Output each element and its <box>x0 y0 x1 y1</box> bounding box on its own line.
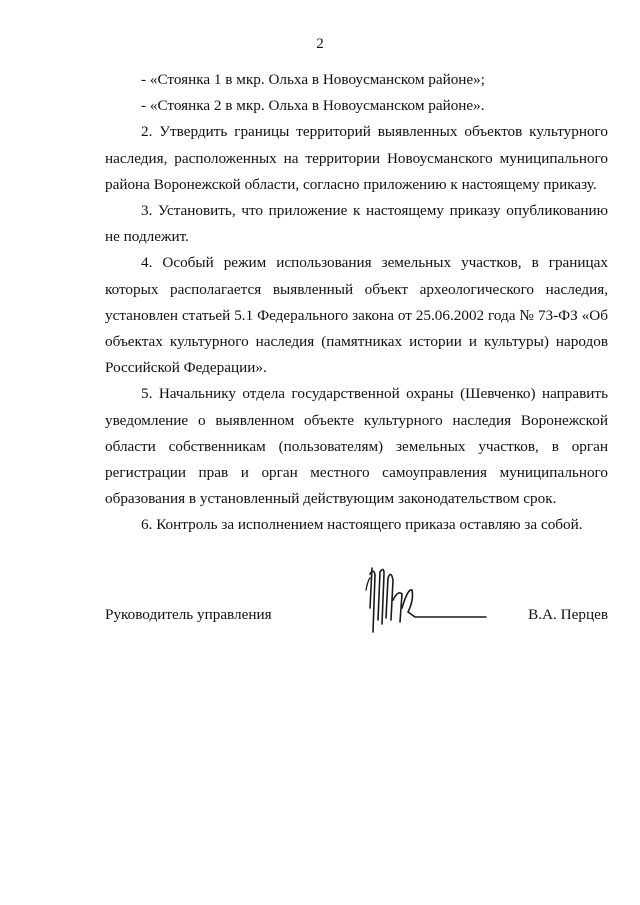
signature-block <box>105 598 608 638</box>
paragraph-control: 6. Контроль за исполнением настоящего приказа оставляю за собой. <box>141 516 583 534</box>
signatory-title: Руководитель управления <box>105 606 272 623</box>
paragraph-special-regime: 4. Особый режим использования земельных участков, в границах которых располагается выявленный объект археологического наследия, установлен статьей 5.1 Федерального закона от 25.06.2002 года № 73-ФЗ «Об объектах культурного наследия (памятниках истории и культуры) народов Российской Федерации». <box>105 254 608 377</box>
signatory-name: В.А. Перцев <box>528 606 608 623</box>
paragraph-appendix-not-published: 3. Установить, что приложение к настоящему приказу опубликованию не подлежит. <box>105 202 608 246</box>
list-item: - «Стоянка 1 в мкр. Ольха в Новоусманском районе»; <box>141 71 485 88</box>
document-body <box>105 67 608 539</box>
paragraph-approve-boundaries: 2. Утвердить границы территорий выявленных объектов культурного наследия, расположенных на территории Новоусманского муниципального района Воронежской области, согласно приложению к настоящему приказу. <box>105 123 608 193</box>
paragraph-notification: 5. Начальнику отдела государственной охраны (Шевченко) направить уведомление о выявленном объекте культурного наследия Воронежской области собственникам (пользователям) земельных участков, в орган регистрации прав и орган местного самоуправления муниципального образования в установленный действующим законодательством срок. <box>105 385 608 508</box>
list-item: - «Стоянка 2 в мкр. Ольха в Новоусманском районе». <box>141 97 485 115</box>
page-number: 2 <box>316 36 324 52</box>
